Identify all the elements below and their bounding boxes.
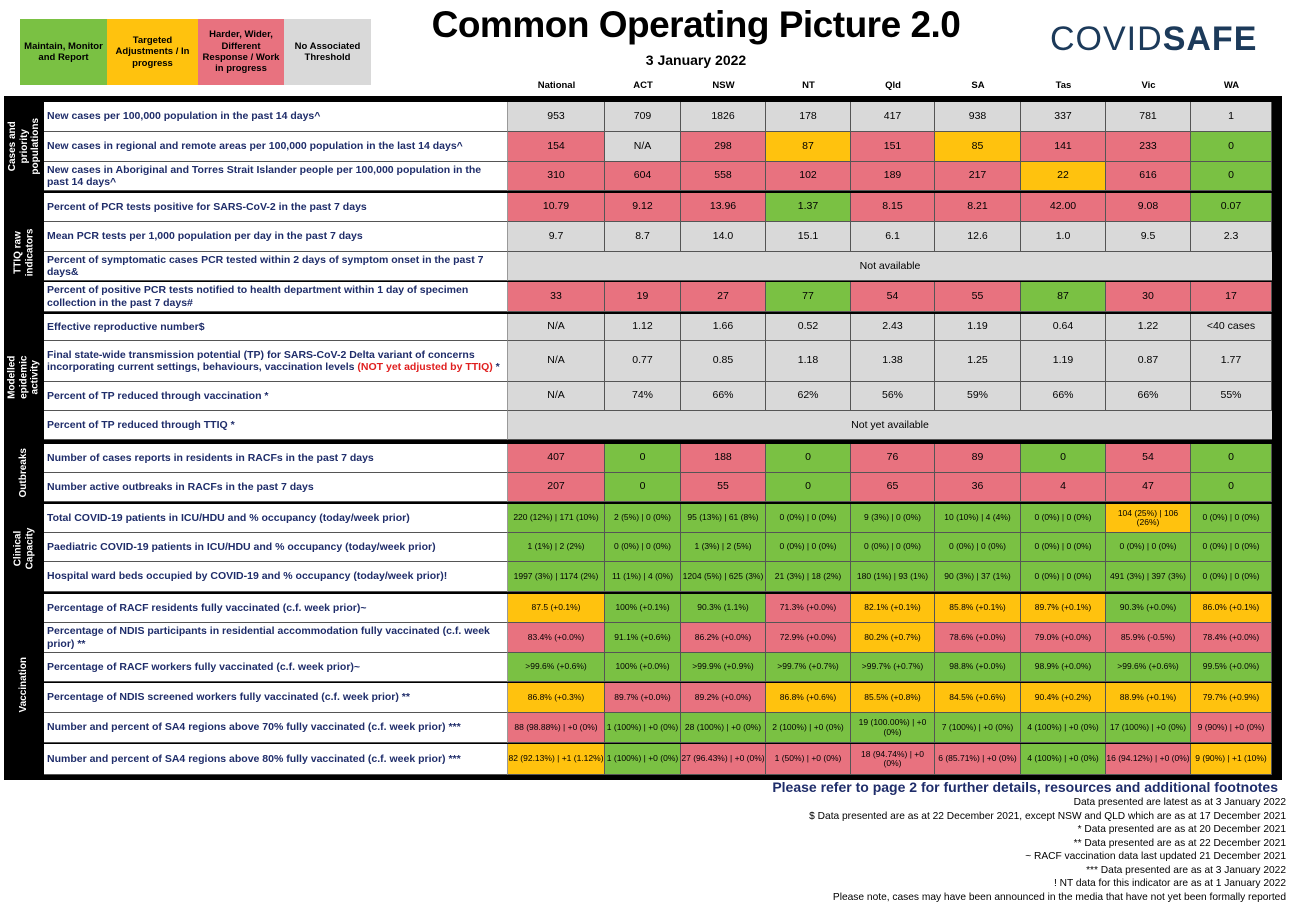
- value-cell-national: 88 (98.88%) | +0 (0%): [508, 713, 605, 743]
- value-cell-nsw: 14.0: [681, 222, 766, 252]
- value-cell-tas: 4: [1021, 473, 1106, 502]
- value-cell-vic: 30: [1106, 282, 1191, 312]
- table-row: [44, 504, 1272, 533]
- value-cell-tas: 79.0% (+0.0%): [1021, 623, 1106, 653]
- value-cell-national: 953: [508, 102, 605, 132]
- value-cell-tas: 0.64: [1021, 314, 1106, 341]
- value-cell-nt: 0: [766, 473, 851, 502]
- value-cell-national: 407: [508, 444, 605, 473]
- value-cell-tas: 1.19: [1021, 341, 1106, 382]
- value-cell-nsw: 1826: [681, 102, 766, 132]
- value-cell-qld: 65: [851, 473, 935, 502]
- value-cell-vic: 1.22: [1106, 314, 1191, 341]
- footnotes: [600, 796, 1286, 904]
- indicator-label-text: New cases in regional and remote areas per 100,000 population in the last 14 days^: [47, 140, 463, 153]
- value-cell-act: 0.77: [605, 341, 681, 382]
- value-cell-qld: 180 (1%) | 93 (1%): [851, 562, 935, 592]
- value-cell-vic: 616: [1106, 162, 1191, 191]
- indicator-label-text: Percentage of RACF residents fully vaccinated (c.f. week prior)~: [47, 601, 367, 614]
- table-row: [44, 193, 1272, 222]
- value-cell-nt: 0.52: [766, 314, 851, 341]
- value-cell-sa: 59%: [935, 382, 1021, 411]
- not-available-cell: Not available: [508, 252, 1272, 281]
- indicator-label: [44, 444, 508, 473]
- value-cell-sa: 0 (0%) | 0 (0%): [935, 533, 1021, 562]
- value-cell-wa: 78.4% (+0.0%): [1191, 623, 1272, 653]
- indicator-label: [44, 411, 508, 440]
- indicator-label-text: Mean PCR tests per 1,000 population per day in the past 7 days: [47, 230, 363, 243]
- value-cell-national: 87.5 (+0.1%): [508, 594, 605, 623]
- group-label: [4, 504, 44, 592]
- indicator-label-text: Paediatric COVID-19 patients in ICU/HDU and % occupancy (today/week prior): [47, 540, 436, 553]
- indicator-label-text: Percentage of RACF workers fully vaccinated (c.f. week prior)~: [47, 660, 361, 673]
- value-cell-act: 709: [605, 102, 681, 132]
- indicator-label: [44, 341, 508, 382]
- value-cell-tas: 22: [1021, 162, 1106, 191]
- value-cell-sa: 10 (10%) | 4 (4%): [935, 504, 1021, 533]
- value-cell-nsw: 27 (96.43%) | +0 (0%): [681, 744, 766, 775]
- value-cell-tas: 4 (100%) | +0 (0%): [1021, 744, 1106, 775]
- value-cell-wa: 0.07: [1191, 193, 1272, 222]
- value-cell-vic: 85.9% (-0.5%): [1106, 623, 1191, 653]
- value-cell-act: 74%: [605, 382, 681, 411]
- footnote: ** Data presented are as at 22 December 2021: [1073, 837, 1286, 849]
- value-cell-sa: 89: [935, 444, 1021, 473]
- indicator-label-text: Final state-wide transmission potential (TP) for SARS-CoV-2 Delta variant of concerns incorporating current settings, behaviours, vaccination levels: [47, 348, 475, 373]
- column-header-tas: Tas: [1055, 80, 1072, 91]
- indicator-label: [44, 473, 508, 502]
- value-cell-nt: 15.1: [766, 222, 851, 252]
- value-cell-nsw: 66%: [681, 382, 766, 411]
- legend-maintain: Maintain, Monitor and Report: [20, 19, 107, 85]
- column-header-vic: Vic: [1141, 80, 1156, 91]
- value-cell-national: N/A: [508, 314, 605, 341]
- value-cell-act: 1 (100%) | +0 (0%): [605, 713, 681, 743]
- value-cell-wa: 2.3: [1191, 222, 1272, 252]
- legend-no-threshold: No Associated Threshold: [284, 19, 371, 85]
- table-row: [44, 562, 1272, 592]
- value-cell-nt: 72.9% (+0.0%): [766, 623, 851, 653]
- indicator-label-text: New cases in Aboriginal and Torres Strait Islander people per 100,000 population in the past 14 days^: [47, 163, 482, 188]
- value-cell-sa: 6 (85.71%) | +0 (0%): [935, 744, 1021, 775]
- indicator-label: [44, 623, 508, 653]
- value-cell-act: 11 (1%) | 4 (0%): [605, 562, 681, 592]
- indicator-label-text: Percent of symptomatic cases PCR tested within 2 days of symptom onset in the past 7 days&: [47, 253, 484, 278]
- value-cell-vic: 0 (0%) | 0 (0%): [1106, 533, 1191, 562]
- group-label-text: Clinical Capacity: [12, 527, 36, 569]
- table-row: [44, 314, 1272, 341]
- value-cell-nsw: 86.2% (+0.0%): [681, 623, 766, 653]
- value-cell-qld: 2.43: [851, 314, 935, 341]
- value-cell-sa: 90 (3%) | 37 (1%): [935, 562, 1021, 592]
- value-cell-national: 207: [508, 473, 605, 502]
- footnote: Data presented are latest as at 3 January 2022: [1073, 797, 1286, 808]
- value-cell-vic: 47: [1106, 473, 1191, 502]
- indicator-label-wrap: [47, 349, 504, 373]
- value-cell-act: 100% (+0.0%): [605, 653, 681, 682]
- value-cell-vic: 781: [1106, 102, 1191, 132]
- value-cell-wa: 55%: [1191, 382, 1272, 411]
- value-cell-vic: 9.08: [1106, 193, 1191, 222]
- indicator-label-text: Percent of PCR tests positive for SARS-CoV-2 in the past 7 days: [47, 200, 367, 213]
- indicator-label-text: Percent of TP reduced through vaccination *: [47, 389, 269, 402]
- group-label: [4, 314, 44, 440]
- footnote: ~ RACF vaccination data last updated 21 December 2021: [1025, 851, 1286, 862]
- indicator-label: [44, 382, 508, 411]
- value-cell-qld: 6.1: [851, 222, 935, 252]
- value-cell-vic: 88.9% (+0.1%): [1106, 683, 1191, 713]
- value-cell-wa: 79.7% (+0.9%): [1191, 683, 1272, 713]
- value-cell-nsw: 298: [681, 132, 766, 162]
- value-cell-national: 9.7: [508, 222, 605, 252]
- value-cell-national: >99.6% (+0.6%): [508, 653, 605, 682]
- value-cell-qld: 56%: [851, 382, 935, 411]
- value-cell-tas: 0: [1021, 444, 1106, 473]
- value-cell-wa: 0: [1191, 444, 1272, 473]
- value-cell-wa: 0 (0%) | 0 (0%): [1191, 504, 1272, 533]
- value-cell-nt: 1.18: [766, 341, 851, 382]
- value-cell-national: 154: [508, 132, 605, 162]
- indicator-label: [44, 562, 508, 592]
- table-row: [44, 341, 1272, 382]
- footnote: * Data presented are as at 20 December 2021: [1077, 824, 1286, 835]
- value-cell-sa: 938: [935, 102, 1021, 132]
- value-cell-vic: 16 (94.12%) | +0 (0%): [1106, 744, 1191, 775]
- value-cell-sa: 78.6% (+0.0%): [935, 623, 1021, 653]
- value-cell-wa: 17: [1191, 282, 1272, 312]
- report-date: 3 January 2022: [645, 52, 747, 68]
- value-cell-act: 19: [605, 282, 681, 312]
- indicator-label-text: Percentage of NDIS screened workers fully vaccinated (c.f. week prior) **: [47, 691, 410, 704]
- value-cell-vic: 0.87: [1106, 341, 1191, 382]
- value-cell-qld: 18 (94.74%) | +0 (0%): [851, 744, 935, 775]
- value-cell-wa: 1: [1191, 102, 1272, 132]
- value-cell-sa: 36: [935, 473, 1021, 502]
- group-label-text: Modelled epidemic activity: [6, 355, 41, 399]
- legend: [20, 19, 371, 85]
- value-cell-act: 91.1% (+0.6%): [605, 623, 681, 653]
- indicator-label: [44, 653, 508, 682]
- indicator-label-text: Percentage of NDIS participants in residential accommodation fully vaccinated (c.f. week prior) **: [47, 625, 490, 650]
- indicator-label-text: Number and percent of SA4 regions above 80% fully vaccinated (c.f. week prior) ***: [47, 752, 461, 765]
- footnote: *** Data presented are as at 3 January 2022: [1086, 864, 1286, 876]
- value-cell-nsw: 188: [681, 444, 766, 473]
- value-cell-vic: 9.5: [1106, 222, 1191, 252]
- value-cell-national: 1 (1%) | 2 (2%): [508, 533, 605, 562]
- value-cell-wa: 0: [1191, 132, 1272, 162]
- indicator-label-note: (NOT yet adjusted by TTIQ): [357, 361, 493, 373]
- value-cell-qld: 76: [851, 444, 935, 473]
- value-cell-tas: 0 (0%) | 0 (0%): [1021, 562, 1106, 592]
- value-cell-national: 220 (12%) | 171 (10%): [508, 504, 605, 533]
- value-cell-nt: 71.3% (+0.0%): [766, 594, 851, 623]
- value-cell-nt: 77: [766, 282, 851, 312]
- indicator-label-text: Number of cases reports in residents in RACFs in the past 7 days: [47, 451, 374, 464]
- value-cell-nsw: 558: [681, 162, 766, 191]
- indicator-label-text: Effective reproductive number$: [47, 320, 205, 333]
- value-cell-nt: 2 (100%) | +0 (0%): [766, 713, 851, 743]
- indicator-label-text: Percent of positive PCR tests notified to health department within 1 day of specimen collection in the past 7 days#: [47, 284, 469, 309]
- column-header-sa: SA: [971, 80, 985, 91]
- indicator-label-suffix: *: [492, 361, 500, 373]
- indicator-label: [44, 314, 508, 341]
- value-cell-qld: 417: [851, 102, 935, 132]
- value-cell-national: 33: [508, 282, 605, 312]
- indicator-label-text: Hospital ward beds occupied by COVID-19 and % occupancy (today/week prior)!: [47, 570, 448, 583]
- value-cell-wa: 0 (0%) | 0 (0%): [1191, 533, 1272, 562]
- value-cell-nt: 21 (3%) | 18 (2%): [766, 562, 851, 592]
- value-cell-vic: 104 (25%) | 106 (26%): [1106, 504, 1191, 533]
- value-cell-national: 86.8% (+0.3%): [508, 683, 605, 713]
- footnote: Please note, cases may have been announced in the media that have not yet been formally reported: [832, 891, 1286, 903]
- column-header-wa: WA: [1223, 80, 1240, 91]
- indicator-label: [44, 132, 508, 162]
- value-cell-qld: 19 (100.00%) | +0 (0%): [851, 713, 935, 743]
- value-cell-nt: 0 (0%) | 0 (0%): [766, 504, 851, 533]
- value-cell-sa: 1.19: [935, 314, 1021, 341]
- indicator-label-text: Total COVID-19 patients in ICU/HDU and % occupancy (today/week prior): [47, 511, 410, 524]
- value-cell-sa: 12.6: [935, 222, 1021, 252]
- indicator-label: [44, 193, 508, 222]
- indicator-label: [44, 713, 508, 743]
- value-cell-sa: 8.21: [935, 193, 1021, 222]
- value-cell-tas: 1.0: [1021, 222, 1106, 252]
- value-cell-qld: 85.5% (+0.8%): [851, 683, 935, 713]
- table-row: [44, 444, 1272, 473]
- value-cell-nsw: >99.9% (+0.9%): [681, 653, 766, 682]
- indicator-label: [44, 683, 508, 713]
- group-label-text: Outbreaks: [18, 448, 30, 498]
- value-cell-nt: 1 (50%) | +0 (0%): [766, 744, 851, 775]
- value-cell-tas: 98.9% (+0.0%): [1021, 653, 1106, 682]
- covidsafe-logo: [1050, 20, 1257, 59]
- value-cell-wa: 9 (90%) | +0 (0%): [1191, 713, 1272, 743]
- value-cell-sa: 7 (100%) | +0 (0%): [935, 713, 1021, 743]
- value-cell-vic: 66%: [1106, 382, 1191, 411]
- table-row: [44, 594, 1272, 623]
- logo-text-light: COVID: [1050, 20, 1163, 58]
- value-cell-tas: 66%: [1021, 382, 1106, 411]
- value-cell-act: 8.7: [605, 222, 681, 252]
- value-cell-vic: >99.6% (+0.6%): [1106, 653, 1191, 682]
- value-cell-act: 1 (100%) | +0 (0%): [605, 744, 681, 775]
- value-cell-sa: 98.8% (+0.0%): [935, 653, 1021, 682]
- indicator-label-text: Number and percent of SA4 regions above 70% fully vaccinated (c.f. week prior) ***: [47, 721, 461, 734]
- value-cell-act: N/A: [605, 132, 681, 162]
- value-cell-vic: 90.3% (+0.0%): [1106, 594, 1191, 623]
- table-row: [44, 473, 1272, 502]
- value-cell-sa: 85: [935, 132, 1021, 162]
- value-cell-tas: 90.4% (+0.2%): [1021, 683, 1106, 713]
- value-cell-wa: 0: [1191, 473, 1272, 502]
- group-label: [4, 102, 44, 191]
- value-cell-wa: 86.0% (+0.1%): [1191, 594, 1272, 623]
- value-cell-tas: 141: [1021, 132, 1106, 162]
- table-row: [44, 744, 1272, 775]
- group-label-text: Cases and priority populations: [6, 118, 41, 175]
- value-cell-nt: 86.8% (+0.6%): [766, 683, 851, 713]
- indicator-label: [44, 744, 508, 775]
- group-label: [4, 444, 44, 502]
- value-cell-nsw: 27: [681, 282, 766, 312]
- table-row: [44, 653, 1272, 682]
- value-cell-act: 2 (5%) | 0 (0%): [605, 504, 681, 533]
- value-cell-nsw: 95 (13%) | 61 (8%): [681, 504, 766, 533]
- table-row: [44, 411, 1272, 440]
- value-cell-tas: 4 (100%) | +0 (0%): [1021, 713, 1106, 743]
- column-header-nt: NT: [802, 80, 815, 91]
- value-cell-national: 10.79: [508, 193, 605, 222]
- table-row: [44, 102, 1272, 132]
- value-cell-wa: 0 (0%) | 0 (0%): [1191, 562, 1272, 592]
- value-cell-vic: 491 (3%) | 397 (3%): [1106, 562, 1191, 592]
- value-cell-tas: 0 (0%) | 0 (0%): [1021, 533, 1106, 562]
- value-cell-vic: 54: [1106, 444, 1191, 473]
- table-row: [44, 162, 1272, 191]
- value-cell-qld: 0 (0%) | 0 (0%): [851, 533, 935, 562]
- logo-text-bold: SAFE: [1162, 20, 1258, 58]
- value-cell-vic: 17 (100%) | +0 (0%): [1106, 713, 1191, 743]
- footnote: ! NT data for this indicator are as at 1 January 2022: [1054, 878, 1286, 889]
- value-cell-nsw: 0.85: [681, 341, 766, 382]
- column-header-act: ACT: [633, 80, 653, 91]
- value-cell-nsw: 89.2% (+0.0%): [681, 683, 766, 713]
- group-label-text: Vaccination: [18, 656, 30, 713]
- indicator-label-text: Percent of TP reduced through TTIQ *: [47, 418, 235, 431]
- indicator-label: [44, 102, 508, 132]
- value-cell-act: 604: [605, 162, 681, 191]
- value-cell-vic: 233: [1106, 132, 1191, 162]
- value-cell-nt: 0: [766, 444, 851, 473]
- value-cell-nt: 87: [766, 132, 851, 162]
- value-cell-act: 0: [605, 444, 681, 473]
- value-cell-wa: 9 (90%) | +1 (10%): [1191, 744, 1272, 775]
- table-row: [44, 683, 1272, 713]
- value-cell-act: 0 (0%) | 0 (0%): [605, 533, 681, 562]
- table-row: [44, 252, 1272, 281]
- indicator-label: [44, 504, 508, 533]
- value-cell-national: N/A: [508, 382, 605, 411]
- value-cell-wa: 0: [1191, 162, 1272, 191]
- value-cell-national: 82 (92.13%) | +1 (1.12%): [508, 744, 605, 775]
- value-cell-qld: >99.7% (+0.7%): [851, 653, 935, 682]
- value-cell-national: 83.4% (+0.0%): [508, 623, 605, 653]
- value-cell-nt: 178: [766, 102, 851, 132]
- value-cell-act: 0: [605, 473, 681, 502]
- table-row: [44, 222, 1272, 252]
- value-cell-act: 100% (+0.1%): [605, 594, 681, 623]
- column-header-national: National: [537, 80, 576, 91]
- footer-heading: Please refer to page 2 for further details, resources and additional footnotes: [772, 779, 1278, 795]
- value-cell-qld: 82.1% (+0.1%): [851, 594, 935, 623]
- indicator-label: [44, 594, 508, 623]
- value-cell-national: 310: [508, 162, 605, 191]
- value-cell-nsw: 28 (100%) | +0 (0%): [681, 713, 766, 743]
- table-row: [44, 282, 1272, 312]
- value-cell-sa: 217: [935, 162, 1021, 191]
- value-cell-act: 9.12: [605, 193, 681, 222]
- value-cell-qld: 80.2% (+0.7%): [851, 623, 935, 653]
- value-cell-act: 1.12: [605, 314, 681, 341]
- value-cell-qld: 8.15: [851, 193, 935, 222]
- value-cell-nt: 0 (0%) | 0 (0%): [766, 533, 851, 562]
- value-cell-tas: 42.00: [1021, 193, 1106, 222]
- indicator-label: [44, 252, 508, 281]
- value-cell-qld: 189: [851, 162, 935, 191]
- value-cell-sa: 85.8% (+0.1%): [935, 594, 1021, 623]
- indicator-label: [44, 162, 508, 191]
- value-cell-qld: 151: [851, 132, 935, 162]
- legend-targeted: Targeted Adjustments / In progress: [107, 19, 198, 85]
- value-cell-qld: 9 (3%) | 0 (0%): [851, 504, 935, 533]
- value-cell-nt: 1.37: [766, 193, 851, 222]
- column-header-qld: Qld: [885, 80, 901, 91]
- value-cell-sa: 84.5% (+0.6%): [935, 683, 1021, 713]
- value-cell-nt: 62%: [766, 382, 851, 411]
- value-cell-wa: 99.5% (+0.0%): [1191, 653, 1272, 682]
- footnote: $ Data presented are as at 22 December 2021, except NSW and QLD which are as at 17 December 2021: [809, 810, 1286, 822]
- value-cell-tas: 87: [1021, 282, 1106, 312]
- value-cell-qld: 54: [851, 282, 935, 312]
- indicator-label: [44, 533, 508, 562]
- table-row: [44, 533, 1272, 562]
- value-cell-qld: 1.38: [851, 341, 935, 382]
- value-cell-nsw: 1.66: [681, 314, 766, 341]
- value-cell-sa: 1.25: [935, 341, 1021, 382]
- value-cell-nsw: 1204 (5%) | 625 (3%): [681, 562, 766, 592]
- table-row: [44, 382, 1272, 411]
- value-cell-nsw: 55: [681, 473, 766, 502]
- value-cell-national: 1997 (3%) | 1174 (2%): [508, 562, 605, 592]
- value-cell-nsw: 13.96: [681, 193, 766, 222]
- page-title: Common Operating Picture 2.0: [431, 4, 961, 45]
- indicator-label: [44, 282, 508, 312]
- table-row: [44, 623, 1272, 653]
- value-cell-nsw: 1 (3%) | 2 (5%): [681, 533, 766, 562]
- group-label: [4, 193, 44, 312]
- value-cell-nt: 102: [766, 162, 851, 191]
- value-cell-nt: >99.7% (+0.7%): [766, 653, 851, 682]
- value-cell-sa: 55: [935, 282, 1021, 312]
- value-cell-act: 89.7% (+0.0%): [605, 683, 681, 713]
- value-cell-tas: 337: [1021, 102, 1106, 132]
- column-header-nsw: NSW: [712, 80, 735, 91]
- value-cell-wa: <40 cases: [1191, 314, 1272, 341]
- not-available-cell: Not yet available: [508, 411, 1272, 440]
- value-cell-tas: 89.7% (+0.1%): [1021, 594, 1106, 623]
- table-row: [44, 713, 1272, 743]
- group-label-text: TTIQ raw indicators: [12, 228, 36, 277]
- value-cell-nsw: 90.3% (1.1%): [681, 594, 766, 623]
- value-cell-wa: 1.77: [1191, 341, 1272, 382]
- value-cell-national: N/A: [508, 341, 605, 382]
- group-label: [4, 594, 44, 775]
- indicator-label-text: New cases per 100,000 population in the past 14 days^: [47, 110, 321, 123]
- indicator-label-text: Number active outbreaks in RACFs in the past 7 days: [47, 480, 314, 493]
- value-cell-tas: 0 (0%) | 0 (0%): [1021, 504, 1106, 533]
- indicator-label: [44, 222, 508, 252]
- table-row: [44, 132, 1272, 162]
- legend-harder: Harder, Wider, Different Response / Work in progress: [198, 19, 284, 85]
